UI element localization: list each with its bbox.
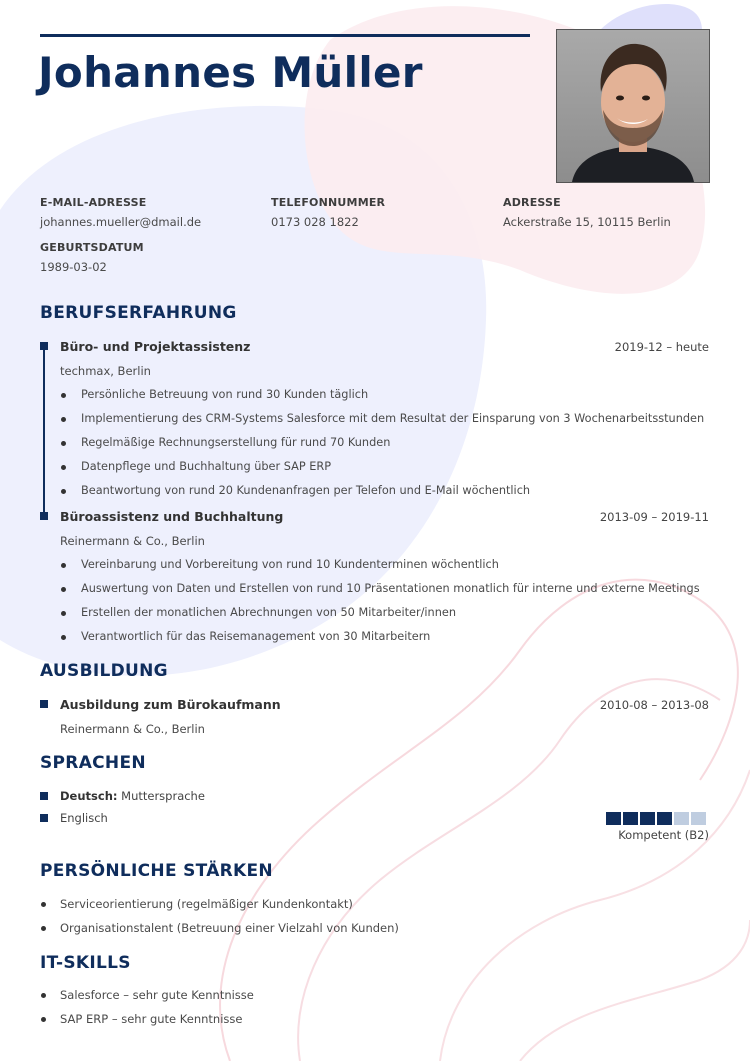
language-level-meter xyxy=(606,812,706,825)
list-item: Verantwortlich für das Reisemanagement von 30 Mitarbeitern xyxy=(60,625,700,649)
list-item: Vereinbarung und Vorbereitung von rund 10 Kundenterminen wöchentlich xyxy=(60,553,700,577)
contact-phone xyxy=(271,196,385,229)
level-segment xyxy=(691,812,706,825)
level-segment xyxy=(657,812,672,825)
timeline-marker xyxy=(40,342,48,350)
job-title: Büroassistenz und Buchhaltung xyxy=(60,509,284,524)
contact-address-value: Ackerstraße 15, 10115 Berlin xyxy=(503,215,671,229)
contact-birthdate-label: GEBURTSDATUM xyxy=(40,241,144,254)
list-item: Salesforce – sehr gute Kenntnisse xyxy=(40,983,254,1007)
education-date: 2010-08 – 2013-08 xyxy=(599,698,709,712)
job-date: 2013-09 – 2019-11 xyxy=(599,510,709,524)
language-level-label: Kompetent (B2) xyxy=(618,828,709,842)
job-date: 2019-12 – heute xyxy=(614,340,709,354)
list-item: Beantwortung von rund 20 Kundenanfragen per Telefon und E-Mail wöchentlich xyxy=(60,479,704,503)
timeline-line xyxy=(43,346,45,516)
person-name: Johannes Müller xyxy=(38,48,423,97)
contact-address xyxy=(503,196,671,229)
level-segment xyxy=(674,812,689,825)
header-rule xyxy=(40,34,530,37)
contact-email-value: johannes.mueller@dmail.de xyxy=(40,215,202,229)
section-experience-heading: BERUFSERFAHRUNG xyxy=(40,303,237,323)
list-item: Implementierung des CRM-Systems Salesforce mit dem Resultat der Einsparung von 3 Wochenarbeitsstunden xyxy=(60,407,704,431)
job-bullet-list xyxy=(60,553,700,649)
list-item: Persönliche Betreuung von rund 30 Kunden täglich xyxy=(60,383,704,407)
strengths-list xyxy=(40,892,399,940)
job-bullet-list xyxy=(60,383,704,503)
job-title: Büro- und Projektassistenz xyxy=(60,339,251,354)
list-item: Auswertung von Daten und Erstellen von rund 10 Präsentationen monatlich für interne und externe Meetings xyxy=(60,577,700,601)
contact-phone-label: TELEFONNUMMER xyxy=(271,196,386,209)
list-item: Erstellen der monatlichen Abrechnungen von 50 Mitarbeiter/innen xyxy=(60,601,700,625)
language-name: Deutsch: xyxy=(60,789,118,803)
list-item: Datenpflege und Buchhaltung über SAP ERP xyxy=(60,455,704,479)
timeline-marker xyxy=(40,512,48,520)
it-skills-list xyxy=(40,983,254,1031)
contact-birthdate-value: 1989-03-02 xyxy=(40,260,107,274)
portrait-photo xyxy=(556,29,710,183)
contact-email-label: E-MAIL-ADRESSE xyxy=(40,196,147,209)
contact-phone-value: 0173 028 1822 xyxy=(271,215,359,229)
list-item: Serviceorientierung (regelmäßiger Kundenkontakt) xyxy=(40,892,399,916)
contact-birthdate xyxy=(40,241,144,274)
job-organization: techmax, Berlin xyxy=(60,364,151,378)
education-title: Ausbildung zum Bürokaufmann xyxy=(60,697,281,712)
section-languages-heading: SPRACHEN xyxy=(40,753,146,773)
list-item: Regelmäßige Rechnungserstellung für rund 70 Kunden xyxy=(60,431,704,455)
education-organization: Reinermann & Co., Berlin xyxy=(60,722,205,736)
timeline-marker xyxy=(40,700,48,708)
job-organization: Reinermann & Co., Berlin xyxy=(60,534,205,548)
language-marker xyxy=(40,792,48,800)
section-strengths-heading: PERSÖNLICHE STÄRKEN xyxy=(40,861,273,881)
level-segment xyxy=(640,812,655,825)
language-detail: Muttersprache xyxy=(121,789,205,803)
contact-email xyxy=(40,196,201,229)
section-education-heading: AUSBILDUNG xyxy=(40,661,168,681)
level-segment xyxy=(623,812,638,825)
language-item xyxy=(40,789,205,803)
list-item: SAP ERP – sehr gute Kenntnisse xyxy=(40,1007,254,1031)
list-item: Organisationstalent (Betreuung einer Vielzahl von Kunden) xyxy=(40,916,399,940)
language-name: Englisch xyxy=(60,811,108,825)
contact-address-label: ADRESSE xyxy=(503,196,561,209)
section-it-skills-heading: IT-SKILLS xyxy=(40,953,131,973)
language-item xyxy=(40,811,108,825)
language-marker xyxy=(40,814,48,822)
level-segment xyxy=(606,812,621,825)
